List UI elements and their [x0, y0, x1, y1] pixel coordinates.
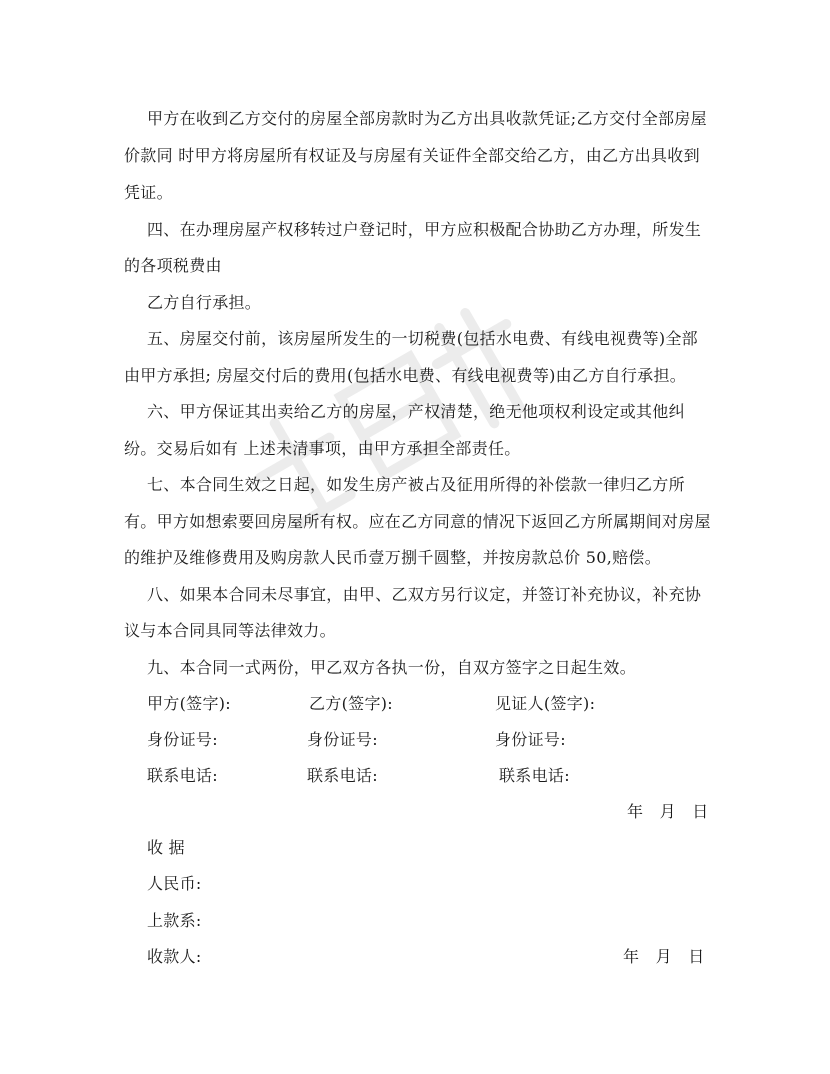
- clause-6-line-2: 纷。交易后如有 上述未清事项，由甲方承担全部责任。: [124, 439, 521, 458]
- clause-7-line-3: 的维护及维修费用及购房款人民币壹万捌千圆整，并按房款总价 50,赔偿。: [124, 548, 662, 567]
- clause-6-line-1: 六、甲方保证其出卖给乙方的房屋，产权清楚，绝无他项权利设定或其他纠: [147, 402, 685, 421]
- clause-8-line-2: 议与本合同具同等法律效力。: [124, 621, 336, 640]
- party-a-signature-label: 甲方(签字):: [147, 694, 231, 713]
- clause-4-line-3: 乙方自行承担。: [147, 293, 262, 312]
- party-a-id-label: 身份证号:: [147, 730, 218, 749]
- receipt-payment-for-label: 上款系:: [147, 911, 202, 930]
- clause-7-line-2: 有。甲方如想索要回房屋所有权。应在乙方同意的情况下返回乙方所属期间对房屋: [124, 512, 711, 531]
- clause-payment-line-2: 价款同 时甲方将房屋所有权证及与房屋有关证件全部交给乙方，由乙方出具收到: [124, 146, 700, 165]
- party-a-phone-label: 联系电话:: [147, 766, 218, 785]
- party-b-phone-label: 联系电话:: [307, 766, 378, 785]
- clause-7-line-1: 七、本合同生效之日起，如发生房产被占及征用所得的补偿款一律归乙方所: [147, 475, 685, 494]
- clause-4-line-2: 的各项税费由: [124, 256, 222, 275]
- clause-9-line-1: 九、本合同一式两份，甲乙双方各执一份，自双方签字之日起生效。: [147, 658, 637, 677]
- clause-4-line-1: 四、在办理房屋产权移转过户登记时，甲方应积极配合协助乙方办理，所发生: [147, 220, 702, 239]
- clause-5-line-1: 五、房屋交付前，该房屋所发生的一切税费(包括水电费、有线电视费等)全部: [147, 329, 698, 348]
- witness-phone-label: 联系电话:: [499, 766, 570, 785]
- receipt-rmb-label: 人民币:: [147, 874, 202, 893]
- clause-5-line-2: 由甲方承担; 房屋交付后的费用(包括水电费、有线电视费等)由乙方自行承担。: [124, 366, 687, 385]
- receipt-payee-label: 收款人:: [147, 947, 202, 966]
- clause-8-line-1: 八、如果本合同未尽事宜，由甲、乙双方另行议定，并签订补充协议，补充协: [147, 585, 702, 604]
- party-b-signature-label: 乙方(签字):: [309, 694, 393, 713]
- clause-payment-line-1: 甲方在收到乙方交付的房屋全部房款时为乙方出具收款凭证;乙方交付全部房屋: [147, 109, 707, 128]
- witness-signature-label: 见证人(签字):: [495, 694, 596, 713]
- clause-payment-line-3: 凭证。: [124, 183, 173, 202]
- party-b-id-label: 身份证号:: [307, 730, 378, 749]
- receipt-date: 年 月 日: [623, 947, 705, 966]
- receipt-title: 收 据: [147, 838, 185, 857]
- contract-date: 年 月 日: [627, 802, 709, 821]
- witness-id-label: 身份证号:: [495, 730, 566, 749]
